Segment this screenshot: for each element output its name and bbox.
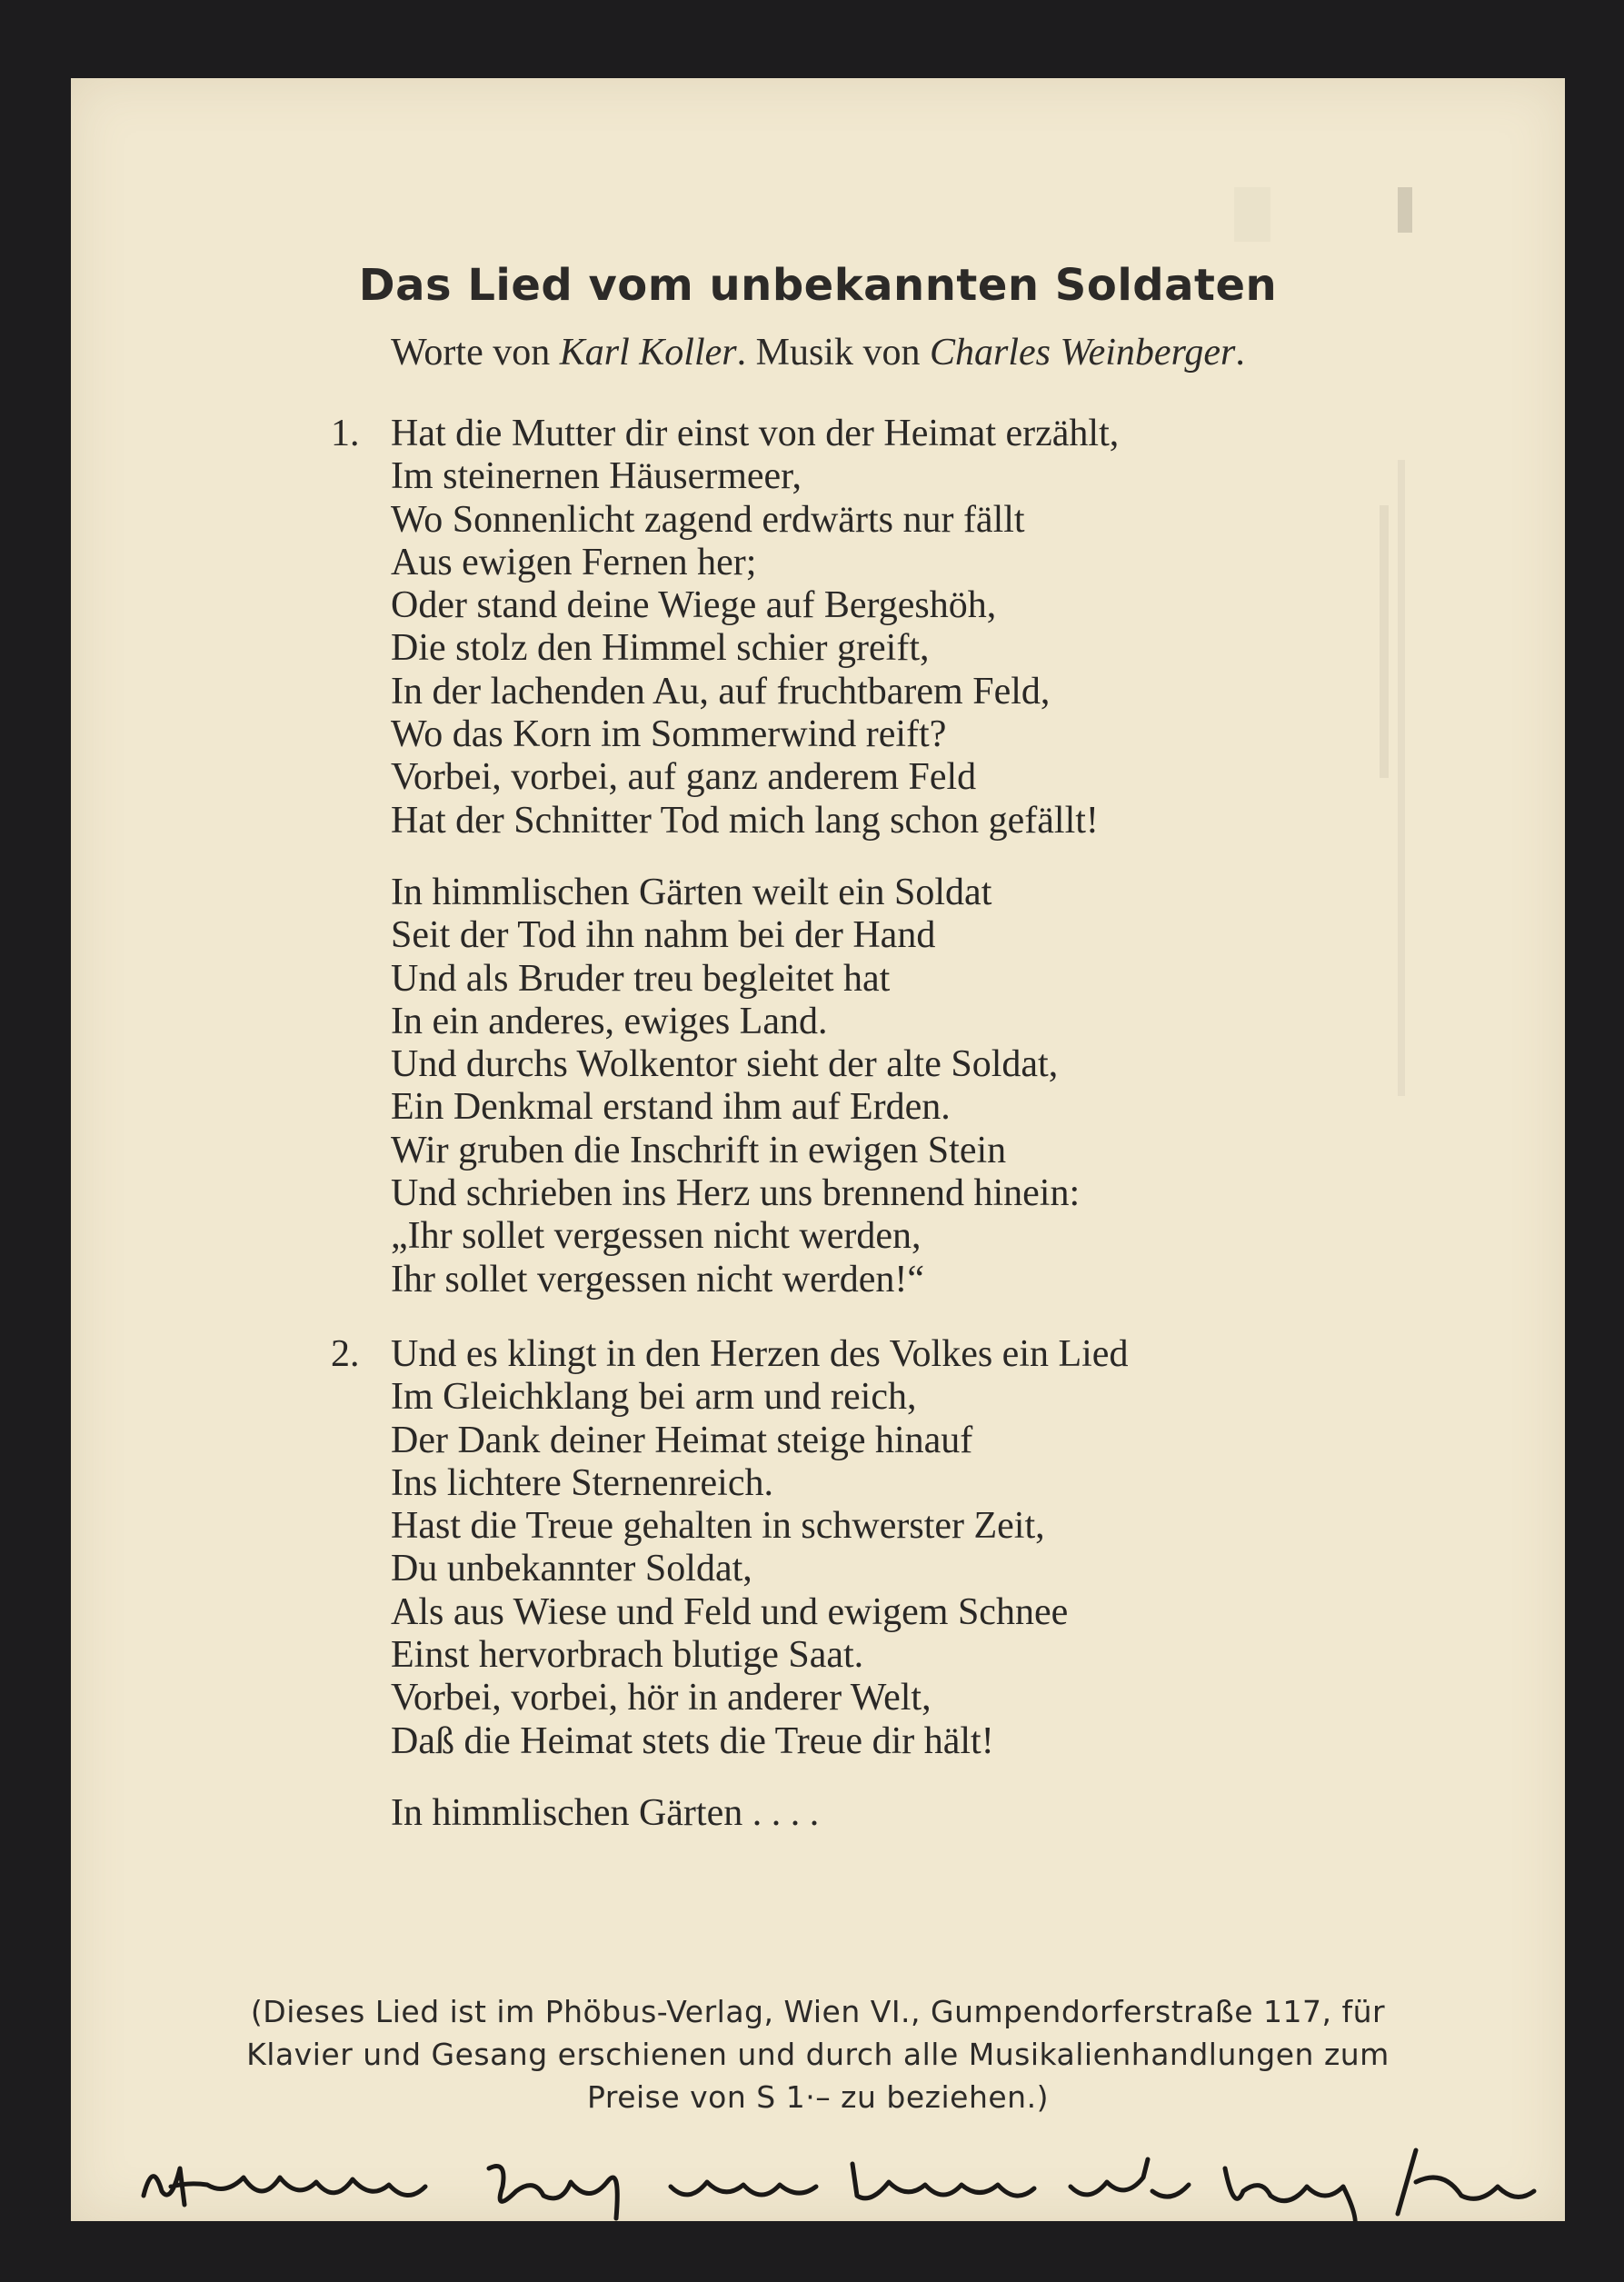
verse-line: Einst hervorbrach blutige Saat. <box>391 1634 864 1677</box>
publisher-note <box>71 1990 1565 2118</box>
handwriting-word <box>852 2164 1034 2198</box>
print-smudge <box>1234 187 1270 242</box>
lyricist-name: Karl Koller <box>559 332 737 374</box>
verse-line: Aus ewigen Fernen her; <box>391 541 757 583</box>
refrain-line: Ihr sollet vergessen nicht werden!“ <box>391 1258 925 1300</box>
verse-line: Hat die Mutter dir einst von der Heimat erzählt, <box>391 413 1120 454</box>
verse-number: 1. <box>331 413 360 454</box>
credits-suffix: . <box>1235 332 1245 374</box>
verse-line: In der lachenden Au, auf fruchtbarem Feld, <box>391 670 1051 713</box>
verse-line: Hat der Schnitter Tod mich lang schon gefällt! <box>391 799 1099 842</box>
publisher-note-line: (Dieses Lied ist im Phöbus-Verlag, Wien VI., Gumpendorferstraße 117, für <box>250 1994 1386 2029</box>
verse-line: Hast die Treue gehalten in schwerster Zeit, <box>391 1505 1045 1548</box>
refrain-line: Und durchs Wolkentor sieht der alte Soldat, <box>391 1043 1059 1086</box>
verse-line: Wo Sonnenlicht zagend erdwärts nur fällt <box>391 498 1025 541</box>
credits-prefix: Worte von <box>391 332 560 374</box>
verse-line: Du unbekannter Soldat, <box>391 1548 752 1590</box>
verse-line: Der Dank deiner Heimat steige hinauf <box>391 1419 973 1461</box>
verse-line: Im Gleichklang bei arm und reich, <box>391 1376 917 1419</box>
handwritten-greeting <box>125 2141 1543 2221</box>
verse-line: Oder stand deine Wiege auf Bergeshöh, <box>391 584 997 627</box>
handwriting-word <box>144 2168 425 2205</box>
print-smudge <box>1398 187 1412 233</box>
credits-middle: . Musik von <box>736 332 930 374</box>
handwriting-word <box>671 2182 816 2195</box>
refrain-repeat-line: In himmlischen Gärten . . . . <box>391 1792 820 1834</box>
refrain-line: In himmlischen Gärten weilt ein Soldat <box>391 872 992 913</box>
handwriting-word <box>1071 2159 1189 2197</box>
refrain-line: Und schrieben ins Herz uns brennend hinein: <box>391 1172 1081 1215</box>
refrain-line: „Ihr sollet vergessen nicht werden, <box>391 1215 922 1258</box>
song-card <box>71 78 1565 2221</box>
verse-2 <box>331 1333 1481 1763</box>
verse-line: Vorbei, vorbei, hör in anderer Welt, <box>391 1677 932 1719</box>
publisher-note-line: Klavier und Gesang erschienen und durch alle Musikalienhandlungen zum <box>246 2037 1390 2072</box>
handwriting-word <box>1225 2168 1355 2221</box>
verse-line: Im steinernen Häusermeer, <box>391 455 802 498</box>
verse-line: Daß die Heimat stets die Treue dir hält! <box>391 1719 994 1762</box>
handwriting-word <box>1398 2150 1534 2214</box>
verse-line: Wo das Korn im Sommerwind reift? <box>391 713 947 756</box>
song-credits <box>71 331 1565 374</box>
verse-line: Die stolz den Himmel schier greift, <box>391 627 930 670</box>
refrain-line: Wir gruben die Inschrift in ewigen Stein <box>391 1129 1007 1171</box>
composer-name: Charles Weinberger <box>929 332 1236 374</box>
verse-line: Und es klingt in den Herzen des Volkes ein Lied <box>391 1333 1129 1375</box>
verse-line: Als aus Wiese und Feld und ewigem Schnee <box>391 1590 1069 1633</box>
refrain-repeat <box>391 1792 1481 1835</box>
verse-line: Ins lichtere Sternenreich. <box>391 1461 773 1504</box>
refrain-line: In ein anderes, ewiges Land. <box>391 1000 828 1042</box>
refrain-line: Und als Bruder treu begleitet hat <box>391 957 891 1000</box>
refrain <box>391 872 1481 1301</box>
refrain-line: Seit der Tod ihn nahm bei der Hand <box>391 914 936 957</box>
verse-1 <box>331 413 1481 842</box>
handwriting-word <box>489 2167 617 2219</box>
refrain-line: Ein Denkmal erstand ihm auf Erden. <box>391 1086 951 1129</box>
verse-number: 2. <box>331 1333 360 1375</box>
song-title: Das Lied vom unbekannten Soldaten <box>358 260 1278 311</box>
publisher-note-line: Preise von S 1·– zu beziehen.) <box>587 2079 1049 2115</box>
verse-line: Vorbei, vorbei, auf ganz anderem Feld <box>391 756 977 799</box>
